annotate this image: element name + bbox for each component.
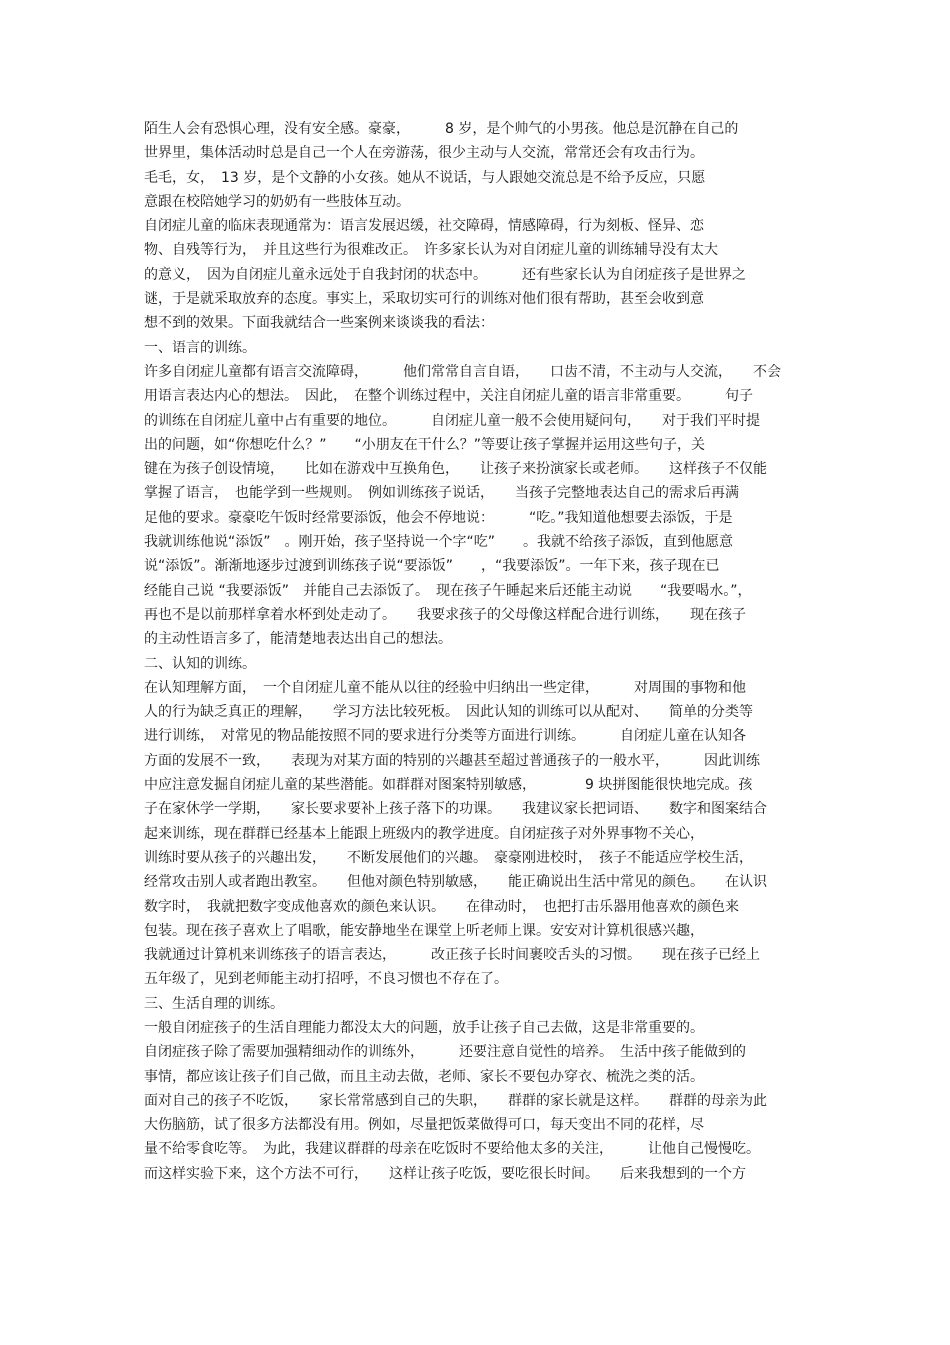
text-line: 出的问题，如“你想吃什么？” “小朋友在干什么？”等要让孩子掌握并运用这些句子，关 [144, 436, 706, 453]
text-line: 自闭症儿童的临床表现通常为：语言发展迟缓，社交障碍，情感障碍，行为刻板、怪异、恋 [144, 218, 704, 235]
text-line: 许多自闭症儿童都有语言交流障碍， 他们常常自言自语， 口齿不清，不主动与人交流， 不会 [144, 363, 781, 380]
text-line: 而这样实验下来，这个方法不可行， 这样让孩子吃饭，要吃很长时间。 后来我想到的一个方 [144, 1165, 746, 1182]
body-text [144, 117, 814, 1186]
text-line: 中应注意发掘自闭症儿童的某些潜能。如群群对图案特别敏感， 9 块拼图能很快地完成。孩 [144, 777, 753, 794]
text-line: 五年级了，见到老师能主动打招呼，不良习惯也不存在了。 [144, 971, 508, 988]
text-line: 事情，都应该让孩子们自己做，而且主动去做，老师、家长不要包办穿衣、梳洗之类的活。 [144, 1068, 704, 1085]
text-line: 子在家休学一学期， 家长要求要补上孩子落下的功课。 我建议家长把词语、 数字和图案结合 [144, 801, 767, 818]
text-line: 足他的要求。豪豪吃午饭时经常要添饭，他会不停地说： “吃。”我知道他想要去添饭，于是 [144, 509, 733, 526]
text-line: 一、语言的训练。 [144, 339, 256, 356]
text-line: 数字时， 我就把数字变成他喜欢的颜色来认识。 在律动时， 也把打击乐器用他喜欢的颜色来 [144, 898, 739, 915]
text-line: 一般自闭症孩子的生活自理能力都没太大的问题，放手让孩子自己去做，这是非常重要的。 [144, 1019, 704, 1036]
text-line: 我就训练他说“添饭” 。刚开始，孩子坚持说一个字“吃” 。我就不给孩子添饭，直到他愿意 [144, 534, 734, 551]
text-line: 训练时要从孩子的兴趣出发， 不断发展他们的兴趣。 豪豪刚进校时， 孩子不能适应学校生活， [144, 849, 753, 866]
text-line: 陌生人会有恐惧心理，没有安全感。豪豪， 8 岁，是个帅气的小男孩。他总是沉静在自己的 [144, 121, 739, 137]
text-line: 大伤脑筋，试了很多方法都没有用。例如，尽量把饭菜做得可口，每天变出不同的花样，尽 [144, 1117, 704, 1134]
text-line: 世界里，集体活动时总是自己一个人在旁游荡，很少主动与人交流，常常还会有攻击行为。 [144, 145, 704, 162]
text-line: 进行训练， 对常见的物品能按照不同的要求进行分类等方面进行训练。 自闭症儿童在认知各 [144, 728, 746, 745]
text-line: 三、生活自理的训练。 [144, 995, 284, 1012]
text-line: 我就通过计算机来训练孩子的语言表达， 改正孩子长时间裹咬舌头的习惯。 现在孩子已经上 [144, 947, 760, 964]
text-line: 说“添饭”。渐渐地逐步过渡到训练孩子说“要添饭” ，“我要添饭”。一年下来，孩子现在已 [144, 558, 720, 575]
text-line: 量不给零食吃等。 为此，我建议群群的母亲在吃饭时不要给他太多的关注， 让他自己慢慢吃。 [144, 1141, 760, 1158]
text-line: 的训练在自闭症儿童中占有重要的地位。 自闭症儿童一般不会使用疑问句， 对于我们平时提 [144, 412, 760, 429]
text-line: 人的行为缺乏真正的理解， 学习方法比较死板。 因此认知的训练可以从配对、 简单的分类等 [144, 704, 753, 721]
text-line: 二、认知的训练。 [144, 655, 256, 672]
text-line: 毛毛，女， 13 岁，是个文静的小女孩。她从不说话，与人跟她交流总是不给予反应，只愿 [144, 169, 706, 186]
text-line: 的主动性语言多了，能清楚地表达出自己的想法。 [144, 631, 452, 648]
text-line: 面对自己的孩子不吃饭， 家长常常感到自己的失职， 群群的家长就是这样。 群群的母亲为此 [144, 1092, 767, 1109]
text-line: 经能自己说 “我要添饭” 并能自己去添饭了。 现在孩子午睡起来后还能主动说 “我要喝水。”， [144, 582, 752, 599]
text-line: 意跟在校陪她学习的奶奶有一些肢体互动。 [144, 193, 410, 210]
text-line: 自闭症孩子除了需要加强精细动作的训练外， 还要注意自觉性的培养。 生活中孩子能做到的 [144, 1044, 746, 1061]
text-line: 再也不是以前那样拿着水杯到处走动了。 我要求孩子的父母像这样配合进行训练， 现在孩子 [144, 606, 746, 623]
text-line: 物、自残等行为， 并且这些行为很难改正。 许多家长认为对自闭症儿童的训练辅导没有太大 [144, 242, 718, 259]
text-line: 方面的发展不一致， 表现为对某方面的特别的兴趣甚至超过普通孩子的一般水平， 因此训练 [144, 752, 760, 769]
text-line: 起来训练，现在群群已经基本上能跟上班级内的教学进度。自闭症孩子对外界事物不关心， [144, 825, 704, 842]
text-line: 想不到的效果。下面我就结合一些案例来谈谈我的看法： [144, 315, 494, 332]
text-line: 掌握了语言， 也能学到一些规则。 例如训练孩子说话， 当孩子完整地表达自己的需求后再满 [144, 485, 739, 502]
text-line: 用语言表达内心的想法。 因此， 在整个训练过程中，关注自闭症儿童的语言非常重要。 句子 [144, 388, 753, 405]
text-line: 键在为孩子创设情境， 比如在游戏中互换角色， 让孩子来扮演家长或老师。 这样孩子不仅能 [144, 461, 767, 478]
text-line: 的意义， 因为自闭症儿童永远处于自我封闭的状态中。 还有些家长认为自闭症孩子是世界之 [144, 266, 746, 283]
text-line: 经常攻击别人或者跑出教室。 但他对颜色特别敏感， 能正确说出生活中常见的颜色。 在认识 [144, 874, 767, 891]
text-line: 包装。现在孩子喜欢上了唱歌，能安静地坐在课堂上听老师上课。安安对计算机很感兴趣， [144, 922, 704, 939]
text-line: 谜，于是就采取放弃的态度。事实上，采取切实可行的训练对他们很有帮助，甚至会收到意 [144, 291, 704, 308]
text-line: 在认知理解方面， 一个自闭症儿童不能从以往的经验中归纳出一些定律， 对周围的事物和他 [144, 679, 746, 696]
